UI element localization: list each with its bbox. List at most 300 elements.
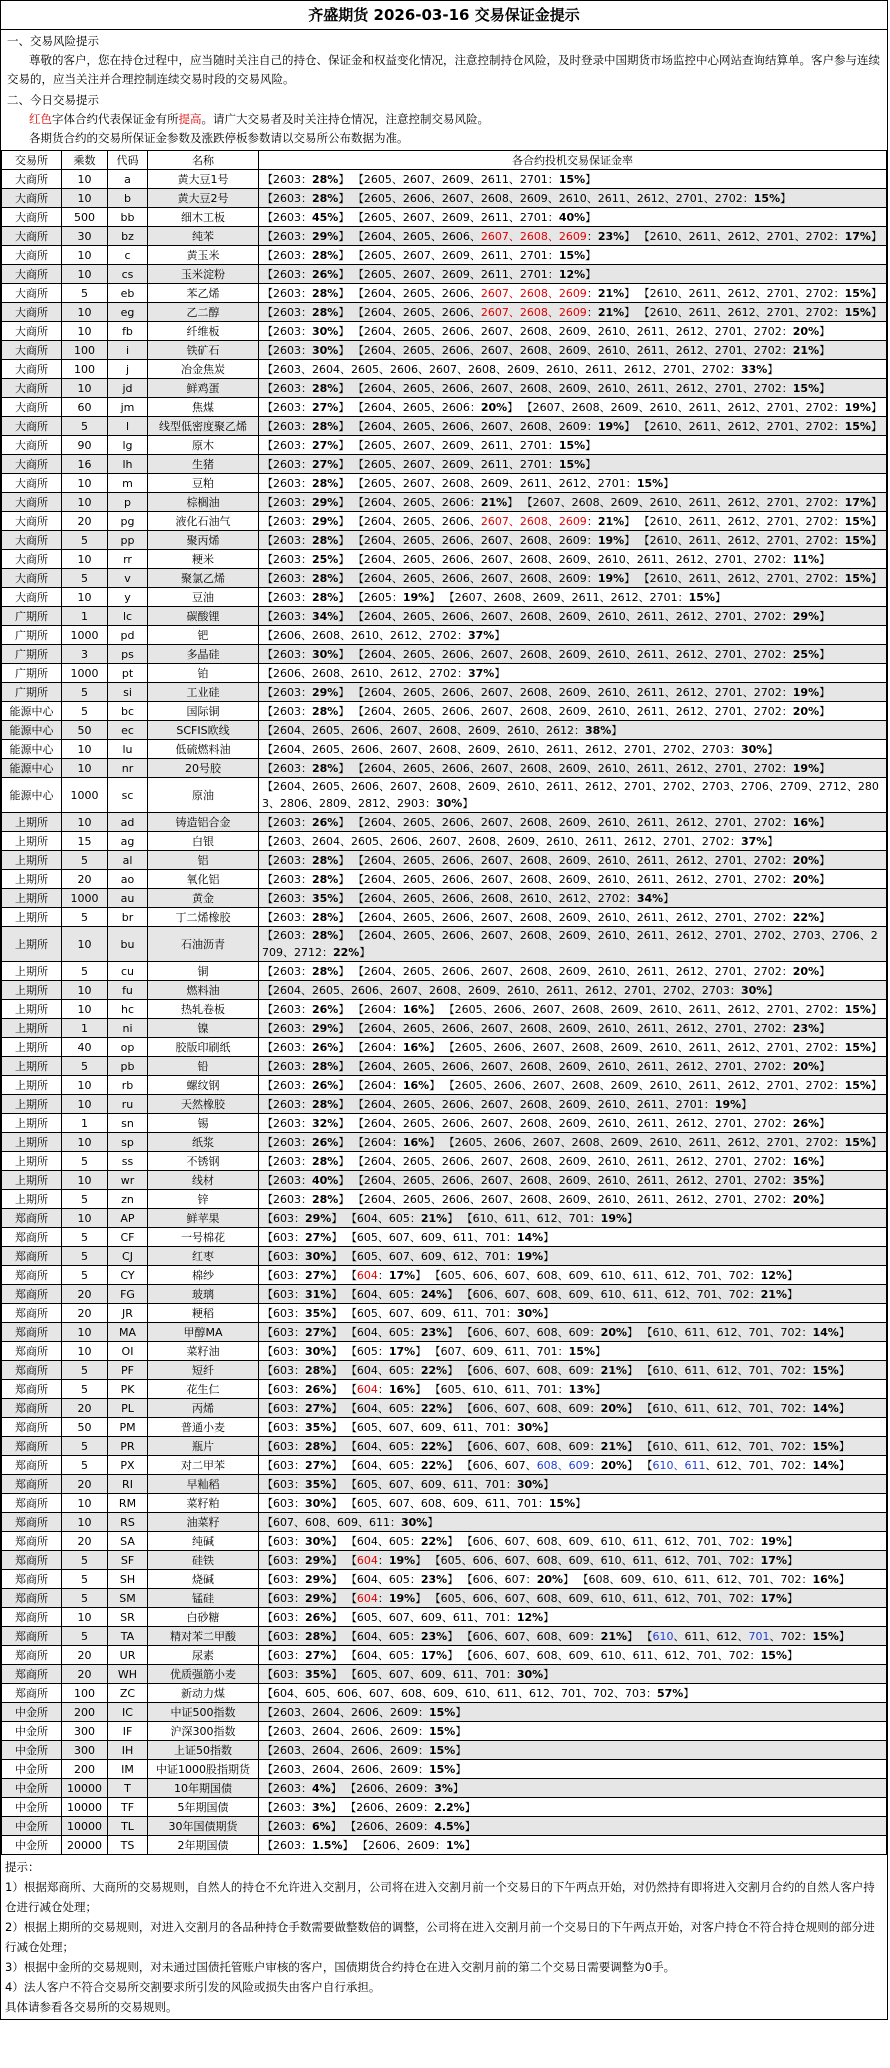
- cell-margin-rate: 【2603：28%】 【2605：19%】 【2607、2608、2609、2611、2612、2701：15%】: [259, 588, 887, 607]
- cell-exchange: 上期所: [2, 813, 62, 832]
- table-row: [2, 303, 887, 322]
- cell-exchange: 能源中心: [2, 702, 62, 721]
- table-row: [2, 1741, 887, 1760]
- table-row: [2, 1836, 887, 1855]
- table-row: [2, 1798, 887, 1817]
- cell-margin-rate: 【2603、2604、2605、2606、2607、2608、2609、2610、2611、2612、2701、2702：37%】: [259, 832, 887, 851]
- cell-code: wr: [108, 1171, 148, 1190]
- cell-margin-rate: 【2603、2604、2606、2609：15%】: [259, 1722, 887, 1741]
- cell-multiplier: 20: [62, 1285, 108, 1304]
- table-row: [2, 778, 887, 813]
- cell-exchange: 大商所: [2, 379, 62, 398]
- footer-heading: 提示：: [5, 1860, 40, 1874]
- cell-margin-rate: 【2603：26%】 【2605、2607、2609、2611、2701：12%】: [259, 265, 887, 284]
- cell-code: SA: [108, 1532, 148, 1551]
- cell-code: v: [108, 569, 148, 588]
- today-heading: 二、今日交易提示: [7, 93, 99, 107]
- table-row: [2, 531, 887, 550]
- table-row: [2, 1570, 887, 1589]
- cell-margin-rate: 【2603：28%】 【2604、2605、2606、2607、2608、2609：19%】 【2610、2611、2612、2701、2702：15%】: [259, 417, 887, 436]
- cell-name: 原木: [148, 436, 259, 455]
- cell-code: br: [108, 908, 148, 927]
- cell-code: jm: [108, 398, 148, 417]
- cell-multiplier: 10: [62, 740, 108, 759]
- cell-exchange: 郑商所: [2, 1627, 62, 1646]
- cell-name: 短纤: [148, 1361, 259, 1380]
- cell-margin-rate: 【603：31%】 【604、605：24%】 【606、607、608、609、610、611、612、701、702：21%】: [259, 1285, 887, 1304]
- cell-multiplier: 16: [62, 455, 108, 474]
- cell-margin-rate: 【603：30%】 【605、607、608、609、611、701：15%】: [259, 1494, 887, 1513]
- cell-margin-rate: 【2603：28%】 【2605、2606、2607、2608、2609、2610、2611、2612、2701、2702：15%】: [259, 189, 887, 208]
- cell-exchange: 大商所: [2, 303, 62, 322]
- cell-margin-rate: 【2603：3%】 【2606、2609：2.2%】: [259, 1798, 887, 1817]
- risk-heading: 一、交易风险提示: [7, 34, 99, 48]
- cell-code: CJ: [108, 1247, 148, 1266]
- table-row: [2, 493, 887, 512]
- cell-multiplier: 1000: [62, 889, 108, 908]
- today-section: [1, 91, 887, 150]
- cell-multiplier: 10: [62, 474, 108, 493]
- cell-name: 细木工板: [148, 208, 259, 227]
- cell-multiplier: 1: [62, 1019, 108, 1038]
- today-line-2: 各期货合约的交易所保证金参数及涨跌停板参数请以交易所公布数据为准。: [29, 131, 409, 145]
- cell-exchange: 能源中心: [2, 740, 62, 759]
- cell-margin-rate: 【2603：25%】 【2604、2605、2606、2607、2608、2609、2610、2611、2612、2701、2702：11%】: [259, 550, 887, 569]
- cell-margin-rate: 【603：27%】 【604、605：17%】 【606、607、608、609、610、611、612、701、702：15%】: [259, 1646, 887, 1665]
- table-row: [2, 1133, 887, 1152]
- raise-keyword: 提高: [178, 112, 202, 126]
- table-row: [2, 702, 887, 721]
- cell-multiplier: 5: [62, 1551, 108, 1570]
- cell-margin-rate: 【607、608、609、611：30%】: [259, 1513, 887, 1532]
- cell-margin-rate: 【2603、2604、2605、2606、2607、2608、2609、2610、2611、2612、2701、2702：33%】: [259, 360, 887, 379]
- cell-code: rr: [108, 550, 148, 569]
- cell-multiplier: 300: [62, 1741, 108, 1760]
- cell-exchange: 上期所: [2, 962, 62, 981]
- cell-name: 油菜籽: [148, 1513, 259, 1532]
- cell-margin-rate: 【2603：26%】 【2604：16%】 【2605、2606、2607、2608、2609、2610、2611、2612、2701、2702：15%】: [259, 1133, 887, 1152]
- cell-margin-rate: 【2603：26%】 【2604：16%】 【2605、2606、2607、2608、2609、2610、2611、2612、2701、2702：15%】: [259, 1038, 887, 1057]
- cell-exchange: 能源中心: [2, 721, 62, 740]
- cell-multiplier: 20: [62, 1646, 108, 1665]
- cell-code: lu: [108, 740, 148, 759]
- cell-name: 花生仁: [148, 1380, 259, 1399]
- cell-multiplier: 500: [62, 208, 108, 227]
- cell-multiplier: 10: [62, 1076, 108, 1095]
- table-row: [2, 1152, 887, 1171]
- cell-margin-rate: 【2603：27%】 【2605、2607、2609、2611、2701：15%】: [259, 455, 887, 474]
- table-row: [2, 246, 887, 265]
- cell-multiplier: 10: [62, 927, 108, 962]
- table-row: [2, 1247, 887, 1266]
- cell-exchange: 大商所: [2, 246, 62, 265]
- cell-exchange: 广期所: [2, 607, 62, 626]
- footer-notes: [1, 1855, 887, 2019]
- cell-multiplier: 20: [62, 870, 108, 889]
- cell-exchange: 大商所: [2, 208, 62, 227]
- cell-exchange: 上期所: [2, 981, 62, 1000]
- table-row: [2, 1703, 887, 1722]
- cell-margin-rate: 【2603：28%】 【2604、2605、2606、2607、2608、2609、2610、2611、2701：19%】: [259, 1095, 887, 1114]
- cell-code: ru: [108, 1095, 148, 1114]
- cell-margin-rate: 【2603：28%】 【2605、2607、2609、2611、2701：15%】: [259, 246, 887, 265]
- table-row: [2, 1684, 887, 1703]
- table-row: [2, 759, 887, 778]
- cell-code: TS: [108, 1836, 148, 1855]
- cell-exchange: 能源中心: [2, 759, 62, 778]
- cell-code: rb: [108, 1076, 148, 1095]
- margin-table: [1, 150, 887, 1855]
- cell-exchange: 大商所: [2, 189, 62, 208]
- table-row: [2, 1019, 887, 1038]
- cell-name: SCFIS欧线: [148, 721, 259, 740]
- cell-name: 铁矿石: [148, 341, 259, 360]
- cell-margin-rate: 【2603：6%】 【2606、2609：4.5%】: [259, 1817, 887, 1836]
- cell-name: 线型低密度聚乙烯: [148, 417, 259, 436]
- cell-multiplier: 10: [62, 1513, 108, 1532]
- cell-exchange: 上期所: [2, 1133, 62, 1152]
- cell-name: 丙烯: [148, 1399, 259, 1418]
- cell-exchange: 上期所: [2, 832, 62, 851]
- cell-margin-rate: 【603：30%】 【604、605：22%】 【606、607、608、609、610、611、612、701、702：19%】: [259, 1532, 887, 1551]
- cell-multiplier: 20: [62, 1399, 108, 1418]
- cell-exchange: 大商所: [2, 531, 62, 550]
- cell-code: TL: [108, 1817, 148, 1836]
- cell-multiplier: 10: [62, 981, 108, 1000]
- cell-code: PF: [108, 1361, 148, 1380]
- cell-name: 豆油: [148, 588, 259, 607]
- cell-exchange: 大商所: [2, 550, 62, 569]
- cell-exchange: 大商所: [2, 341, 62, 360]
- table-row: [2, 683, 887, 702]
- cell-exchange: 郑商所: [2, 1266, 62, 1285]
- cell-exchange: 郑商所: [2, 1475, 62, 1494]
- table-row: [2, 870, 887, 889]
- cell-multiplier: 5: [62, 569, 108, 588]
- cell-exchange: 上期所: [2, 1095, 62, 1114]
- cell-name: 线材: [148, 1171, 259, 1190]
- cell-name: 铅: [148, 1057, 259, 1076]
- cell-margin-rate: 【603：35%】 【605、607、609、611、701：30%】: [259, 1665, 887, 1684]
- table-row: [2, 908, 887, 927]
- table-row: [2, 569, 887, 588]
- cell-margin-rate: 【2603：28%】 【2604、2605、2606、2607、2608、2609、2610、2611、2612、2701、2702：20%】: [259, 962, 887, 981]
- cell-exchange: 郑商所: [2, 1323, 62, 1342]
- cell-multiplier: 20000: [62, 1836, 108, 1855]
- cell-margin-rate: 【2604、2605、2606、2607、2608、2609、2610、2612：38%】: [259, 721, 887, 740]
- cell-margin-rate: 【2603：4%】 【2606、2609：3%】: [259, 1779, 887, 1798]
- cell-code: TA: [108, 1627, 148, 1646]
- cell-exchange: 大商所: [2, 284, 62, 303]
- cell-margin-rate: 【603：30%】 【605、607、609、612、701：19%】: [259, 1247, 887, 1266]
- cell-name: 不锈钢: [148, 1152, 259, 1171]
- cell-margin-rate: 【603：27%】 【605、607、609、611、701：14%】: [259, 1228, 887, 1247]
- cell-multiplier: 1: [62, 607, 108, 626]
- cell-code: TF: [108, 1798, 148, 1817]
- cell-multiplier: 1000: [62, 664, 108, 683]
- cell-margin-rate: 【2603：28%】 【2604、2605、2606、2607、2608、2609、2610、2611、2612、2701、2702：20%】: [259, 870, 887, 889]
- cell-margin-rate: 【2603：34%】 【2604、2605、2606、2607、2608、2609、2610、2611、2612、2701、2702：29%】: [259, 607, 887, 626]
- cell-code: SH: [108, 1570, 148, 1589]
- cell-code: ec: [108, 721, 148, 740]
- cell-name: 10年期国债: [148, 1779, 259, 1798]
- cell-name: 菜籽油: [148, 1342, 259, 1361]
- cell-code: jd: [108, 379, 148, 398]
- cell-exchange: 上期所: [2, 1076, 62, 1095]
- cell-code: ao: [108, 870, 148, 889]
- cell-multiplier: 10000: [62, 1779, 108, 1798]
- cell-margin-rate: 【603：28%】 【604、605：22%】 【606、607、608、609：21%】 【610、611、612、701、702：15%】: [259, 1361, 887, 1380]
- cell-name: 液化石油气: [148, 512, 259, 531]
- cell-code: op: [108, 1038, 148, 1057]
- cell-multiplier: 100: [62, 1684, 108, 1703]
- cell-multiplier: 20: [62, 1304, 108, 1323]
- cell-exchange: 郑商所: [2, 1247, 62, 1266]
- cell-exchange: 郑商所: [2, 1665, 62, 1684]
- cell-margin-rate: 【603：27%】 【604、605：22%】 【606、607、608、609：20%】 【610、611、612、701、702：14%】: [259, 1399, 887, 1418]
- table-row: [2, 417, 887, 436]
- cell-code: eb: [108, 284, 148, 303]
- cell-margin-rate: 【603：26%】 【605、607、609、611、701：12%】: [259, 1608, 887, 1627]
- cell-code: SR: [108, 1608, 148, 1627]
- cell-margin-rate: 【2603：28%】 【2604、2605、2606、2607、2608、2609、2610、2611、2612、2701、2702：15%】: [259, 379, 887, 398]
- table-row: [2, 1760, 887, 1779]
- cell-multiplier: 10: [62, 1342, 108, 1361]
- cell-exchange: 郑商所: [2, 1228, 62, 1247]
- cell-code: zn: [108, 1190, 148, 1209]
- table-row: [2, 1380, 887, 1399]
- cell-code: m: [108, 474, 148, 493]
- cell-exchange: 上期所: [2, 1000, 62, 1019]
- table-row: [2, 208, 887, 227]
- cell-margin-rate: 【603：35%】 【605、607、609、611、701：30%】: [259, 1475, 887, 1494]
- cell-exchange: 郑商所: [2, 1684, 62, 1703]
- cell-code: l: [108, 417, 148, 436]
- cell-exchange: 郑商所: [2, 1380, 62, 1399]
- table-row: [2, 664, 887, 683]
- cell-name: 黄玉米: [148, 246, 259, 265]
- cell-exchange: 能源中心: [2, 778, 62, 813]
- cell-multiplier: 60: [62, 398, 108, 417]
- cell-code: ZC: [108, 1684, 148, 1703]
- cell-exchange: 广期所: [2, 626, 62, 645]
- today-line-1a: 字体合约代表保证金有所: [52, 112, 179, 126]
- cell-code: PR: [108, 1437, 148, 1456]
- table-row: [2, 227, 887, 246]
- table-row: [2, 436, 887, 455]
- footer-note: 3）根据中金所的交易规则，对未通过国债托管账户审核的客户，国债期货合约持仓在进入交割月前的第二个交易日需要调整为0手。: [5, 1960, 676, 1974]
- table-row: [2, 1304, 887, 1323]
- cell-exchange: 上期所: [2, 1190, 62, 1209]
- cell-code: OI: [108, 1342, 148, 1361]
- cell-multiplier: 10: [62, 246, 108, 265]
- cell-margin-rate: 【2603：26%】 【2604：16%】 【2605、2606、2607、2608、2609、2610、2611、2612、2701、2702：15%】: [259, 1076, 887, 1095]
- cell-multiplier: 10: [62, 322, 108, 341]
- cell-margin-rate: 【2603：28%】 【2605、2607、2608、2609、2611、2612、2701：15%】: [259, 474, 887, 493]
- cell-margin-rate: 【2603：29%】 【2604、2605、2606、2607、2608、2609：23%】 【2610、2611、2612、2701、2702：17%】: [259, 227, 887, 246]
- cell-name: 玻璃: [148, 1285, 259, 1304]
- cell-margin-rate: 【603：28%】 【604、605：23%】 【606、607、608、609：21%】 【610、611、612、701、702：15%】: [259, 1627, 887, 1646]
- cell-exchange: 广期所: [2, 645, 62, 664]
- cell-code: JR: [108, 1304, 148, 1323]
- cell-code: nr: [108, 759, 148, 778]
- cell-exchange: 郑商所: [2, 1209, 62, 1228]
- table-row: [2, 474, 887, 493]
- cell-multiplier: 5: [62, 417, 108, 436]
- cell-exchange: 郑商所: [2, 1456, 62, 1475]
- table-row: [2, 1361, 887, 1380]
- cell-margin-rate: 【2603、2604、2606、2609：15%】: [259, 1760, 887, 1779]
- cell-multiplier: 5: [62, 1437, 108, 1456]
- cell-margin-rate: 【2604、2605、2606、2607、2608、2609、2610、2611、2612、2701、2702、2703：30%】: [259, 981, 887, 1000]
- table-row: [2, 512, 887, 531]
- cell-code: UR: [108, 1646, 148, 1665]
- cell-exchange: 中金所: [2, 1798, 62, 1817]
- cell-exchange: 郑商所: [2, 1399, 62, 1418]
- table-row: [2, 1266, 887, 1285]
- col-name: 名称: [148, 151, 259, 170]
- cell-code: y: [108, 588, 148, 607]
- cell-exchange: 郑商所: [2, 1361, 62, 1380]
- cell-multiplier: 10: [62, 1095, 108, 1114]
- cell-margin-rate: 【2603：28%】 【2604、2605、2606、2607、2608、2609、2610、2611、2612、2701、2702：20%】: [259, 851, 887, 870]
- cell-name: 中证1000股指期货: [148, 1760, 259, 1779]
- cell-code: IM: [108, 1760, 148, 1779]
- cell-name: 20号胶: [148, 759, 259, 778]
- cell-margin-rate: 【2603：30%】 【2604、2605、2606、2607、2608、2609、2610、2611、2612、2701、2702：21%】: [259, 341, 887, 360]
- cell-exchange: 大商所: [2, 569, 62, 588]
- cell-code: ad: [108, 813, 148, 832]
- cell-name: 苯乙烯: [148, 284, 259, 303]
- cell-name: 聚氯乙烯: [148, 569, 259, 588]
- cell-name: 氧化铝: [148, 870, 259, 889]
- cell-exchange: 郑商所: [2, 1570, 62, 1589]
- cell-name: 白银: [148, 832, 259, 851]
- cell-multiplier: 10000: [62, 1798, 108, 1817]
- cell-margin-rate: 【2603：26%】 【2604：16%】 【2605、2606、2607、2608、2609、2610、2611、2612、2701、2702：15%】: [259, 1000, 887, 1019]
- cell-margin-rate: 【2606、2608、2610、2612、2702：37%】: [259, 664, 887, 683]
- cell-code: i: [108, 341, 148, 360]
- cell-margin-rate: 【2603：30%】 【2604、2605、2606、2607、2608、2609、2610、2611、2612、2701、2702：20%】: [259, 322, 887, 341]
- cell-name: 铸造铝合金: [148, 813, 259, 832]
- footer-note: 4）法人客户不符合交易所交割要求所引发的风险或损失由客户自行承担。: [5, 1980, 381, 1994]
- table-row: [2, 889, 887, 908]
- cell-multiplier: 10: [62, 1608, 108, 1627]
- table-row: [2, 1513, 887, 1532]
- cell-margin-rate: 【2603：35%】 【2604、2605、2606、2608、2610、2612、2702：34%】: [259, 889, 887, 908]
- cell-margin-rate: 【2603：40%】 【2604、2605、2606、2607、2608、2609、2610、2611、2612、2701、2702：35%】: [259, 1171, 887, 1190]
- cell-name: 焦煤: [148, 398, 259, 417]
- table-row: [2, 1114, 887, 1133]
- cell-exchange: 上期所: [2, 889, 62, 908]
- cell-multiplier: 50: [62, 721, 108, 740]
- cell-multiplier: 1: [62, 1114, 108, 1133]
- cell-name: 铂: [148, 664, 259, 683]
- cell-multiplier: 90: [62, 436, 108, 455]
- cell-exchange: 郑商所: [2, 1532, 62, 1551]
- cell-margin-rate: 【2603：28%】 【2604、2605、2606、2607、2608、2609：21%】 【2610、2611、2612、2701、2702：15%】: [259, 303, 887, 322]
- cell-margin-rate: 【2603：28%】 【2604、2605、2606、2607、2608、2609：19%】 【2610、2611、2612、2701、2702：15%】: [259, 531, 887, 550]
- cell-multiplier: 5: [62, 851, 108, 870]
- cell-name: 对二甲苯: [148, 1456, 259, 1475]
- cell-multiplier: 100: [62, 360, 108, 379]
- cell-code: pg: [108, 512, 148, 531]
- cell-code: PL: [108, 1399, 148, 1418]
- cell-name: 鲜苹果: [148, 1209, 259, 1228]
- cell-exchange: 大商所: [2, 455, 62, 474]
- cell-name: 甲醇MA: [148, 1323, 259, 1342]
- cell-code: si: [108, 683, 148, 702]
- cell-code: al: [108, 851, 148, 870]
- cell-name: 纯苯: [148, 227, 259, 246]
- cell-margin-rate: 【603：35%】 【605、607、609、611、701：30%】: [259, 1304, 887, 1323]
- cell-name: 丁二烯橡胶: [148, 908, 259, 927]
- cell-name: 硅铁: [148, 1551, 259, 1570]
- cell-code: bc: [108, 702, 148, 721]
- cell-name: 纯碱: [148, 1532, 259, 1551]
- cell-margin-rate: 【2603：28%】 【2604、2605、2606、2607、2608、2609、2610、2611、2612、2701、2702：20%】: [259, 702, 887, 721]
- cell-margin-rate: 【2603：29%】 【2604、2605、2606、2607、2608、2609、2610、2611、2612、2701、2702：19%】: [259, 683, 887, 702]
- cell-code: b: [108, 189, 148, 208]
- cell-exchange: 大商所: [2, 360, 62, 379]
- cell-multiplier: 5: [62, 1380, 108, 1399]
- cell-margin-rate: 【2603：28%】 【2604、2605、2606、2607、2608、2609、2610、2611、2612、2701、2702：22%】: [259, 908, 887, 927]
- cell-name: 黄大豆2号: [148, 189, 259, 208]
- cell-exchange: 大商所: [2, 227, 62, 246]
- cell-margin-rate: 【603：26%】 【604：16%】 【605、610、611、701：13%】: [259, 1380, 887, 1399]
- cell-margin-rate: 【603：29%】 【604、605：23%】 【606、607：20%】 【608、609、610、611、612、701、702：16%】: [259, 1570, 887, 1589]
- cell-name: 石油沥青: [148, 927, 259, 962]
- table-row: [2, 398, 887, 417]
- cell-name: 新动力煤: [148, 1684, 259, 1703]
- col-exchange: 交易所: [2, 151, 62, 170]
- cell-exchange: 上期所: [2, 1171, 62, 1190]
- cell-exchange: 广期所: [2, 683, 62, 702]
- cell-code: fb: [108, 322, 148, 341]
- cell-multiplier: 3: [62, 645, 108, 664]
- cell-multiplier: 5: [62, 1361, 108, 1380]
- footer-last: 具体请参看各交易所的交易规则。: [5, 2000, 178, 2014]
- col-code: 代码: [108, 151, 148, 170]
- cell-name: 精对苯二甲酸: [148, 1627, 259, 1646]
- cell-name: 5年期国债: [148, 1798, 259, 1817]
- table-row: [2, 1076, 887, 1095]
- cell-name: 铜: [148, 962, 259, 981]
- cell-name: 铝: [148, 851, 259, 870]
- cell-margin-rate: 【2603：27%】 【2605、2607、2609、2611、2701：15%】: [259, 436, 887, 455]
- cell-margin-rate: 【603：29%】 【604：19%】 【605、606、607、608、609、610、611、612、701、702：17%】: [259, 1589, 887, 1608]
- cell-name: 聚丙烯: [148, 531, 259, 550]
- cell-margin-rate: 【2603：30%】 【2604、2605、2606、2607、2608、2609、2610、2611、2612、2701、2702：25%】: [259, 645, 887, 664]
- cell-name: 2年期国债: [148, 1836, 259, 1855]
- cell-multiplier: 5: [62, 1627, 108, 1646]
- table-row: [2, 813, 887, 832]
- cell-multiplier: 5: [62, 1266, 108, 1285]
- page-title: 齐盛期货 2026-03-16 交易保证金提示: [1, 1, 887, 30]
- risk-body: 尊敬的客户，您在持仓过程中，应当随时关注自己的持仓、保证金和权益变化情况，注意控制持仓风险，及时登录中国期货市场监控中心网站查询结算单。客户参与连续交易的，应当关注并合理控制连续交易时段的交易风险。: [7, 53, 880, 86]
- cell-multiplier: 5: [62, 683, 108, 702]
- table-row: [2, 1399, 887, 1418]
- cell-name: 早籼稻: [148, 1475, 259, 1494]
- cell-margin-rate: 【603：30%】 【605：17%】 【607、609、611、701：15%】: [259, 1342, 887, 1361]
- cell-code: cs: [108, 265, 148, 284]
- cell-exchange: 上期所: [2, 851, 62, 870]
- cell-margin-rate: 【2603：27%】 【2604、2605、2606：20%】 【2607、2608、2609、2610、2611、2612、2701、2702：19%】: [259, 398, 887, 417]
- cell-multiplier: 20: [62, 512, 108, 531]
- table-row: [2, 379, 887, 398]
- cell-exchange: 大商所: [2, 417, 62, 436]
- cell-margin-rate: 【603：27%】 【604、605：22%】 【606、607、608、609：20%】 【610、611、612、701、702：14%】: [259, 1456, 887, 1475]
